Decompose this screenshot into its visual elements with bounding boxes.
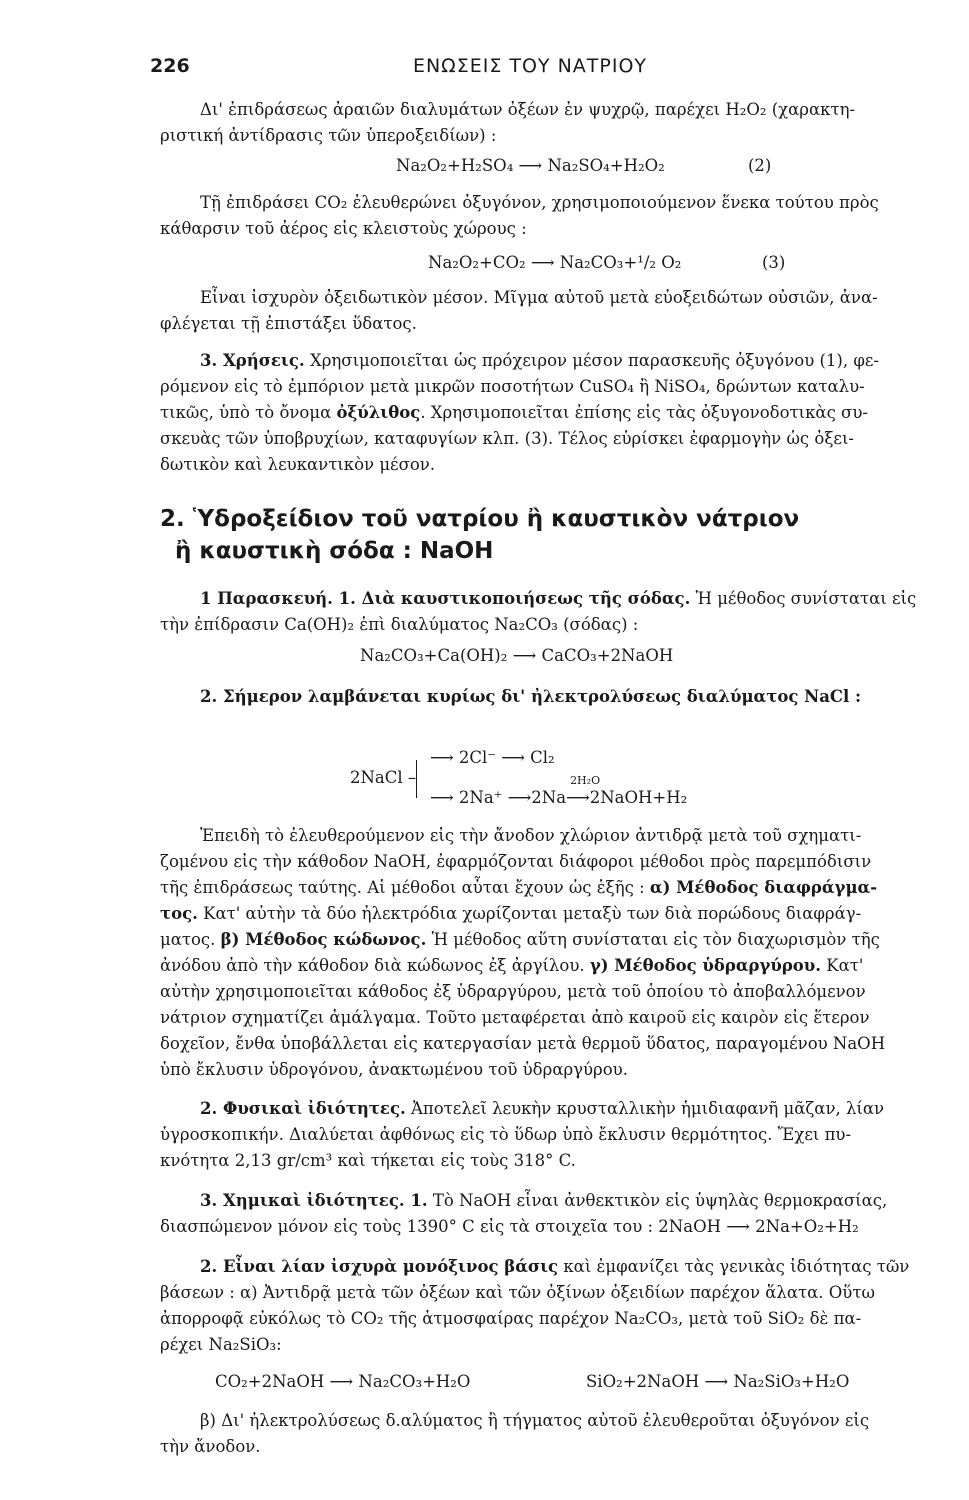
- equation-caustic: Na₂CO₃+Ca(OH)₂ ⟶ CaCO₃+2NaOH: [360, 646, 674, 665]
- text-line: φλέγεται τῇ ἐπιστάξει ὕδατος.: [160, 314, 417, 333]
- text-line: Τῇ ἐπιδράσει CO₂ ἐλευθερώνει ὀξυγόνον, χρησιμοποιούμενον ἕνεκα τούτου πρὸς: [200, 193, 879, 212]
- text-line: κάθαρσιν τοῦ ἀέρος εἰς κλειστοὺς χώρους :: [160, 219, 527, 238]
- text-line: ἀπορροφᾷ εὐκόλως τὸ CO₂ τῆς ἀτμοσφαίρας παρέχον Na₂CO₃, μετὰ τοῦ SiO₂ δὲ πα-: [160, 1309, 862, 1328]
- section-title: ἢ καυστικὴ σόδα : NaOH: [175, 538, 494, 564]
- text-line: Δι' ἐπιδράσεως ἀραιῶν διαλυμάτων ὀξέων ἐν ψυχρῷ, παρέχει H₂O₂ (χαρακτη-: [200, 100, 856, 119]
- preparation-heading: 1 Παρασκευή. 1. Διὰ καυστικοποιήσεως τῆς σόδας.: [200, 589, 691, 608]
- text-line: ριστική ἀντίδρασις τῶν ὑπεροξειδίων) :: [160, 126, 497, 145]
- equation-sio2: SiO₂+2NaOH ⟶ Na₂SiO₃+H₂O: [586, 1372, 850, 1391]
- text-line: νάτριον σχηματίζει ἀμάλγαμα. Τοῦτο μεταφέρεται ἀπὸ καιροῦ εἰς καιρὸν εἰς ἕτερον: [160, 1008, 870, 1027]
- text-line: αὐτὴν χρησιμοποιεῖται κάθοδος ἐξ ὑδραργύρου, μετὰ τοῦ ὁποίου τὸ ἀποβαλλόμενον: [160, 982, 866, 1001]
- text-line: ρέχει Na₂SiO₃:: [160, 1335, 282, 1354]
- section-title: 2. Ὑδροξείδιον τοῦ νατρίου ἢ καυστικὸν νάτριον: [160, 506, 800, 532]
- text-line: 2. Φυσικαὶ ἰδιότητες. Ἀποτελεῖ λευκὴν κρυσταλλικὴν ἡμιδιαφανῆ μᾶζαν, λίαν: [200, 1099, 885, 1118]
- text-line: ἀνόδου ἀπὸ τὴν κάθοδον διὰ κώδωνος ἐξ ἀργίλου. γ) Μέθοδος ὑδραργύρου. Κατ': [160, 956, 864, 975]
- text-line: βάσεων : α) Ἀντιδρᾷ μετὰ τῶν ὀξέων καὶ τῶν ὀξίνων ὀξειδίων παρέχον ἅλατα. Οὕτω: [160, 1283, 875, 1302]
- equation-number: (2): [748, 156, 772, 175]
- page-header: [150, 55, 910, 85]
- equation-co2: CO₂+2NaOH ⟶ Na₂CO₃+H₂O: [215, 1372, 471, 1391]
- equation-2: Na₂O₂+H₂SO₄ ⟶ Na₂SO₄+H₂O₂: [396, 156, 665, 175]
- text-line: κνότητα 2,13 gr/cm³ καὶ τήκεται εἰς τοὺς 318° C.: [160, 1151, 576, 1170]
- text-line: ὑπὸ ἔκλυσιν ὑδρογόνου, ἀνακτωμένου τοῦ ὑδραργύρου.: [160, 1060, 628, 1079]
- text-line: ὑγροσκοπικήν. Διαλύεται ἀφθόνως εἰς τὸ ὕδωρ ὑπὸ ἔκλυσιν θερμότητος. Ἔχει πυ-: [160, 1125, 852, 1144]
- text-line: τὴν ἐπίδρασιν Ca(OH)₂ ἐπὶ διαλύματος Na₂CO₃ (σόδας) :: [160, 615, 639, 634]
- text-line: [200, 686, 969, 708]
- text-line: ζομένου εἰς τὴν κάθοδον NaOH, ἐφαρμόζονται διάφοροι μέθοδοι πρὸς παρεμπόδισιν: [160, 852, 872, 871]
- electrolysis-heading: 2. Σήμερον λαμβάνεται κυρίως δι' ἠλεκτρολύσεως διαλύματος NaCl :: [200, 687, 862, 706]
- text-line: σκευὰς τῶν ὑποβρυχίων, καταφυγίων κλπ. (3). Τέλος εὑρίσκει ἐφαρμογὴν ὡς ὀξει-: [160, 429, 854, 448]
- running-title: ΕΝΩΣΕΙΣ ΤΟΥ ΝΑΤΡΙΟΥ: [412, 55, 648, 77]
- equation-3: Na₂O₂+CO₂ ⟶ Na₂CO₃+¹/₂ O₂: [428, 253, 682, 272]
- text-line: τικῶς, ὑπὸ τὸ ὄνομα ὀξύλιθος. Χρησιμοποιεῖται ἐπίσης εἰς τὰς ὀξυγονοδοτικὰς συ-: [160, 403, 868, 422]
- text-line: 2. Εἶναι λίαν ἰσχυρὰ μονόξινος βάσις καὶ ἐμφανίζει τὰς γενικὰς ἰδιότητας τῶν: [200, 1257, 910, 1276]
- text-line: τος. Κατ' αὐτὴν τὰ δύο ἠλεκτρόδια χωρίζονται μεταξὺ των διὰ πορώδους διαφράγ-: [160, 904, 862, 923]
- uses-heading: 3. Χρήσεις.: [200, 351, 305, 370]
- text-line: Ἐπειδὴ τὸ ἐλευθερούμενον εἰς τὴν ἄνοδον χλώριον ἀντιδρᾷ μετὰ τοῦ σχηματι-: [200, 826, 862, 845]
- uses-line: 3. Χρήσεις. Χρησιμοποιεῖται ὡς πρόχειρον μέσον παρασκευῆς ὀξυγόνου (1), φε-: [200, 351, 880, 370]
- text-line: δωτικὸν καὶ λευκαντικὸν μέσον.: [160, 455, 436, 474]
- base-heading: 2. Εἶναι λίαν ἰσχυρὰ μονόξινος βάσις: [200, 1257, 559, 1276]
- physical-heading: 2. Φυσικαὶ ἰδιότητες.: [200, 1099, 406, 1118]
- text-line: ρόμενον εἰς τὸ ἐμπόριον μετὰ μικρῶν ποσοτήτων CuSO₄ ἢ NiSO₄, δρώντων καταλυ-: [160, 377, 865, 396]
- page-number: 226: [150, 55, 190, 77]
- text-line: τῆς ἐπιδράσεως ταύτης. Αἱ μέθοδοι αὗται ἔχουν ὡς ἑξῆς : α) Μέθοδος διαφράγμα-: [160, 878, 878, 897]
- electrolysis-top: ⟶ 2Cl⁻ ⟶ Cl₂: [430, 748, 555, 767]
- text-line: δοχεῖον, ἔνθα ὑποβάλλεται εἰς κατεργασίαν μετὰ θερμοῦ ὕδατος, παραγομένου NaOH: [160, 1034, 886, 1053]
- text-line: τὴν ἄνοδον.: [160, 1437, 261, 1456]
- chemical-heading: 3. Χημικαὶ ἰδιότητες. 1.: [200, 1191, 428, 1210]
- text-line: Εἶναι ἰσχυρὸν ὀξειδωτικὸν μέσον. Μῖγμα αὐτοῦ μετὰ εὐοξειδώτων οὐσιῶν, ἀνα-: [200, 288, 878, 307]
- text-line: 3. Χημικαὶ ἰδιότητες. 1. Τὸ NaOH εἶναι ἀνθεκτικὸν εἰς ὑψηλὰς θερμοκρασίας,: [200, 1191, 888, 1210]
- equation-number: (3): [762, 253, 786, 272]
- electrolysis-bottom: ⟶ 2Na⁺ ⟶2Na 2H₂O ⟶2NaOH+H₂: [430, 774, 688, 807]
- bracket-line: [416, 760, 429, 798]
- text-line: διασπώμενον μόνον εἰς τοὺς 1390° C εἰς τὰ στοιχεῖα του : 2NaOH ⟶ 2Na+O₂+H₂: [160, 1217, 859, 1236]
- text-line: β) Δι' ἠλεκτρολύσεως δ.αλύματος ἢ τήγματος αὐτοῦ ἐλευθεροῦται ὀξυγόνον εἰς: [200, 1411, 870, 1430]
- text-line: 1 Παρασκευή. 1. Διὰ καυστικοποιήσεως τῆς σόδας. Ἡ μέθοδος συνίσταται εἰς: [200, 589, 917, 608]
- electrolysis-left: 2NaCl –: [350, 768, 417, 787]
- text-line: ματος. β) Μέθοδος κώδωνος. Ἡ μέθοδος αὕτη συνίσταται εἰς τὸν διαχωρισμὸν τῆς: [160, 930, 880, 949]
